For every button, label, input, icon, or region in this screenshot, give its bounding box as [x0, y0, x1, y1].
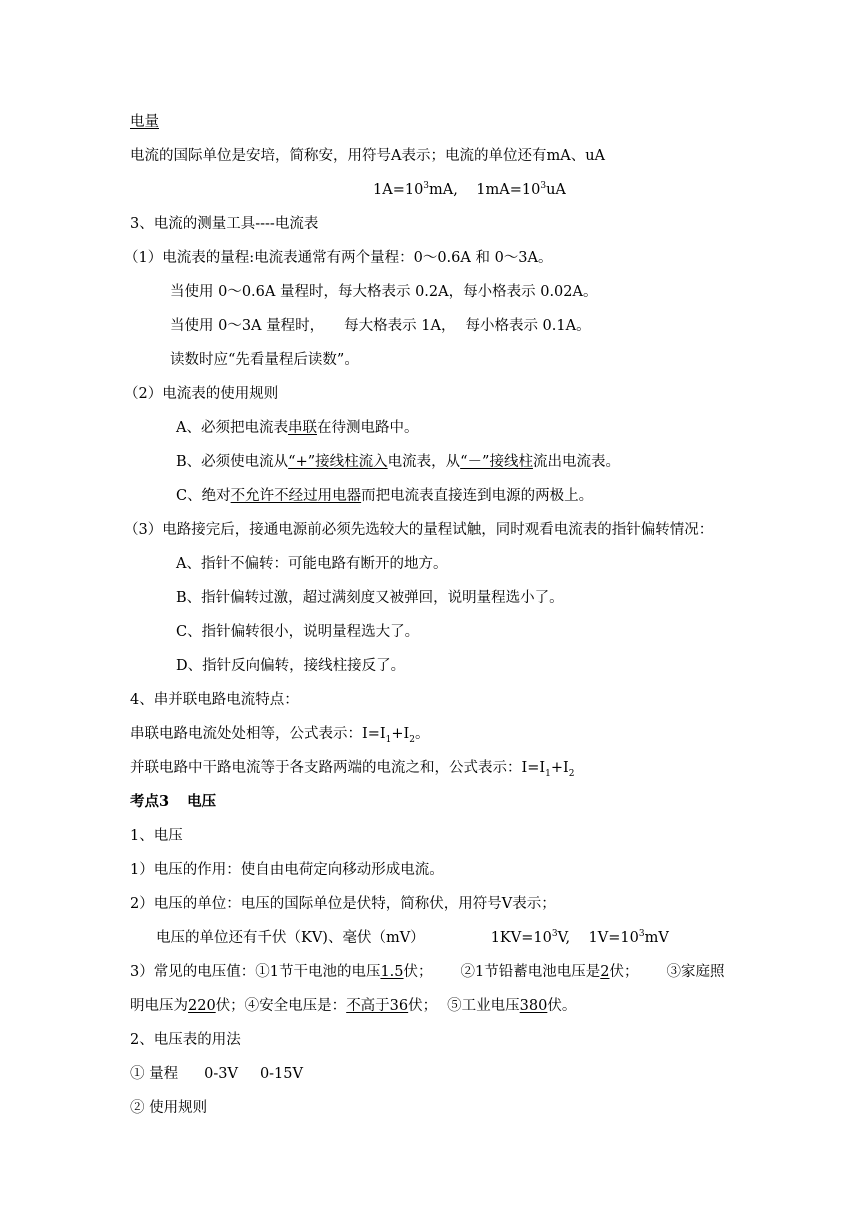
underlined-value: 不高于36	[346, 998, 409, 1014]
voltage-subheading: 1、电压	[130, 828, 183, 844]
text-part: 伏；	[609, 964, 639, 980]
text-part: 串联电路电流处处相等，公式表示：I=I	[130, 726, 386, 742]
subscript: 2	[568, 768, 575, 779]
voltage-units-conversion-line	[156, 928, 669, 948]
range-value: 0-3V	[204, 1066, 238, 1082]
formula-part: V, 1V=10	[557, 930, 639, 946]
text-part: 伏；④安全电压是：	[215, 998, 347, 1014]
underlined-term: “－”接线柱	[460, 454, 533, 470]
rule-c-line	[176, 486, 593, 506]
text-part: 并联电路中干路电流等于各支路两端的电流之和，公式表示：I=I	[130, 760, 546, 776]
voltmeter-range-line	[130, 1064, 303, 1084]
underlined-value: 220	[188, 998, 216, 1014]
text-part: +I	[391, 726, 410, 742]
voltmeter-usage-heading: 2、电压表的用法	[130, 1032, 241, 1048]
text-part: 每大格表示 1A，	[344, 318, 456, 334]
voltage-unit-line: 2）电压的单位：电压的国际单位是伏特，简称伏，用符号V表示；	[130, 896, 556, 912]
current-conversion-formula	[373, 180, 566, 200]
usage-rules-heading: （2）电流表的使用规则	[124, 386, 279, 402]
subscript: 1	[385, 734, 392, 745]
underlined-value: 2	[600, 964, 610, 980]
pointer-case-a: A、指针不偏转：可能电路有断开的地方。	[176, 556, 448, 572]
text-part: A、必须把电流表	[176, 420, 288, 436]
range-0-6a-line: 当使用 0～0.6A 量程时，每大格表示 0.2A，每小格表示 0.02A。	[170, 284, 598, 300]
subscript: 1	[545, 768, 551, 779]
voltmeter-rules-line: ② 使用规则	[130, 1100, 208, 1116]
exam-point-3-heading	[130, 792, 216, 812]
superscript: 3	[551, 929, 558, 940]
heading-text: 电量	[130, 114, 159, 130]
text-part: 流出电流表。	[532, 454, 620, 470]
underlined-term: 不允许不经过用电器	[230, 488, 362, 504]
heading-electric-quantity	[130, 112, 159, 132]
formula-part: uA	[546, 182, 566, 198]
common-voltage-line-1	[130, 962, 724, 982]
formula-part: 1A=10	[373, 182, 424, 198]
text-part: 伏；	[408, 998, 438, 1014]
text-part: +I	[550, 760, 569, 776]
text-part: 在待测电路中。	[316, 420, 419, 436]
pointer-case-c: C、指针偏转很小，说明量程选大了。	[176, 624, 420, 640]
text-part: ① 量程	[130, 1066, 179, 1082]
heading-title: 电压	[187, 793, 217, 810]
current-unit-line: 电流的国际单位是安培，简称安，用符号A表示；电流的单位还有mA、uA	[130, 148, 605, 164]
pointer-case-b: B、指针偏转过激，超过满刻度又被弹回，说明量程选小了。	[176, 590, 564, 606]
underlined-term: “+”接线柱流入	[288, 454, 388, 470]
series-parallel-heading: 4、串并联电路电流特点：	[130, 692, 299, 708]
rule-a-line	[176, 418, 418, 438]
text-part: 当使用 0～3A 量程时，	[170, 318, 325, 334]
section-ammeter-heading: 3、电流的测量工具----电流表	[130, 216, 319, 232]
superscript: 3	[638, 929, 645, 940]
underlined-value: 1.5	[380, 964, 404, 980]
ammeter-range-line: （1）电流表的量程:电流表通常有两个量程：0～0.6A 和 0～3A。	[124, 250, 553, 266]
underlined-value: 380	[519, 998, 548, 1014]
pointer-case-d: D、指针反向偏转，接线柱接反了。	[176, 658, 406, 674]
text-part: 电流表，从	[387, 454, 461, 470]
text-part: ③家庭照	[666, 964, 725, 980]
text-part: C、绝对	[176, 488, 231, 504]
formula-part: mV	[644, 930, 669, 946]
trial-touch-line: （3）电路接完后，接通电源前必须先选较大的量程试触，同时观看电流表的指针偏转情况：	[124, 522, 714, 538]
text-part: ⑤工业电压	[447, 998, 520, 1014]
text-part: 每小格表示 0.1A。	[465, 318, 591, 334]
rule-b-line	[176, 452, 620, 472]
text-part: 伏。	[547, 998, 577, 1014]
text-part: 伏；	[403, 964, 433, 980]
text-part: ②1节铅蓄电池电压是	[460, 964, 601, 980]
common-voltage-line-2	[130, 996, 576, 1016]
text-part: 3）常见的电压值：①1节干电池的电压	[130, 964, 381, 980]
range-3a-line	[170, 316, 591, 336]
heading-number: 考点3	[130, 793, 170, 810]
text-part: 。	[414, 726, 430, 742]
text-part: 而把电流表直接连到电源的两极上。	[361, 488, 594, 504]
formula-part: 1KV=10	[490, 930, 552, 946]
range-value: 0-15V	[259, 1066, 303, 1082]
formula-part: mA, 1mA=10	[429, 182, 541, 198]
superscript: 3	[423, 181, 430, 192]
subscript: 2	[409, 734, 415, 745]
superscript: 3	[540, 181, 547, 192]
parallel-current-line	[130, 758, 574, 778]
voltage-function-line: 1）电压的作用：使自由电荷定向移动形成电流。	[130, 862, 444, 878]
text-part: 明电压为	[130, 998, 188, 1014]
text-part: 电压的单位还有千伏（KV)、毫伏（mV）	[156, 930, 425, 946]
text-part: B、必须使电流从	[176, 454, 289, 470]
series-current-line	[130, 724, 429, 744]
reading-tip-line: 读数时应“先看量程后读数”。	[170, 352, 359, 368]
underlined-term: 串联	[287, 420, 317, 436]
